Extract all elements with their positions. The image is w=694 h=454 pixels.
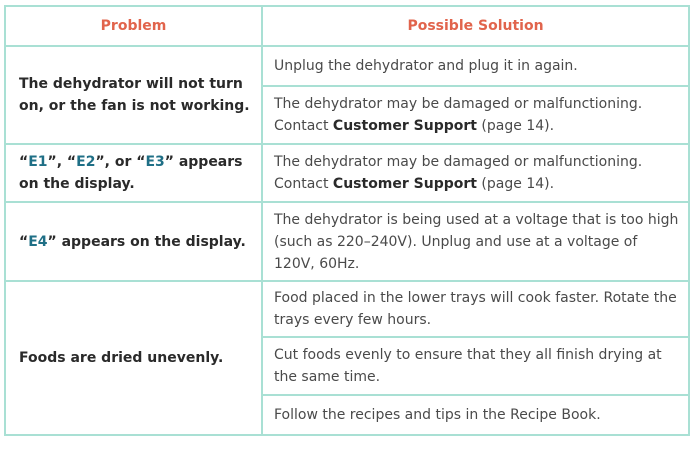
solution-cell: Food placed in the lower trays will cook faster. Rotate the trays every few hours. bbox=[262, 281, 689, 337]
solution-cell: The dehydrator is being used at a voltage that is too high (such as 220–240V). Unplug and use at a voltage of 120V, 60Hz. bbox=[262, 202, 689, 281]
troubleshooting-table-container bbox=[4, 5, 688, 449]
separator-text: ”, “ bbox=[47, 154, 77, 170]
problem-cell bbox=[5, 202, 262, 281]
solution-text: (page 14). bbox=[476, 176, 555, 192]
error-code-e1: E1 bbox=[28, 154, 48, 170]
solution-text: The dehydrator may be damaged or malfunctioning. Contact bbox=[274, 154, 643, 192]
solution-text: The dehydrator may be damaged or malfunctioning. Contact bbox=[274, 96, 643, 134]
table-row bbox=[5, 281, 689, 337]
table-row bbox=[5, 144, 689, 202]
solution-cell: Follow the recipes and tips in the Recipe Book. bbox=[262, 395, 689, 435]
solution-cell bbox=[262, 86, 689, 144]
solution-cell: Unplug the dehydrator and plug it in again. bbox=[262, 46, 689, 86]
quote-mark: “ bbox=[19, 154, 29, 170]
table-row bbox=[5, 46, 689, 86]
solution-cell: Cut foods evenly to ensure that they all finish drying at the same time. bbox=[262, 337, 689, 395]
solution-text: (page 14). bbox=[476, 118, 555, 134]
problem-text: ” appears on the display. bbox=[47, 233, 246, 250]
troubleshooting-table bbox=[4, 5, 690, 436]
table-row bbox=[5, 202, 689, 281]
error-code-e4: E4 bbox=[28, 233, 48, 250]
solution-cell bbox=[262, 144, 689, 202]
problem-text: ” appears on the display. bbox=[19, 154, 243, 192]
customer-support-label: Customer Support bbox=[332, 176, 477, 192]
quote-mark: “ bbox=[19, 233, 29, 250]
problem-cell bbox=[5, 144, 262, 202]
customer-support-label: Customer Support bbox=[332, 118, 477, 134]
problem-cell: Foods are dried unevenly. bbox=[5, 281, 262, 435]
separator-text: ”, or “ bbox=[95, 154, 146, 170]
header-possible-solution: Possible Solution bbox=[262, 6, 689, 46]
table-header-row bbox=[5, 6, 689, 46]
problem-cell: The dehydrator will not turn on, or the fan is not working. bbox=[5, 46, 262, 144]
header-problem: Problem bbox=[5, 6, 262, 46]
error-code-e3: E3 bbox=[145, 154, 165, 170]
error-code-e2: E2 bbox=[76, 154, 96, 170]
